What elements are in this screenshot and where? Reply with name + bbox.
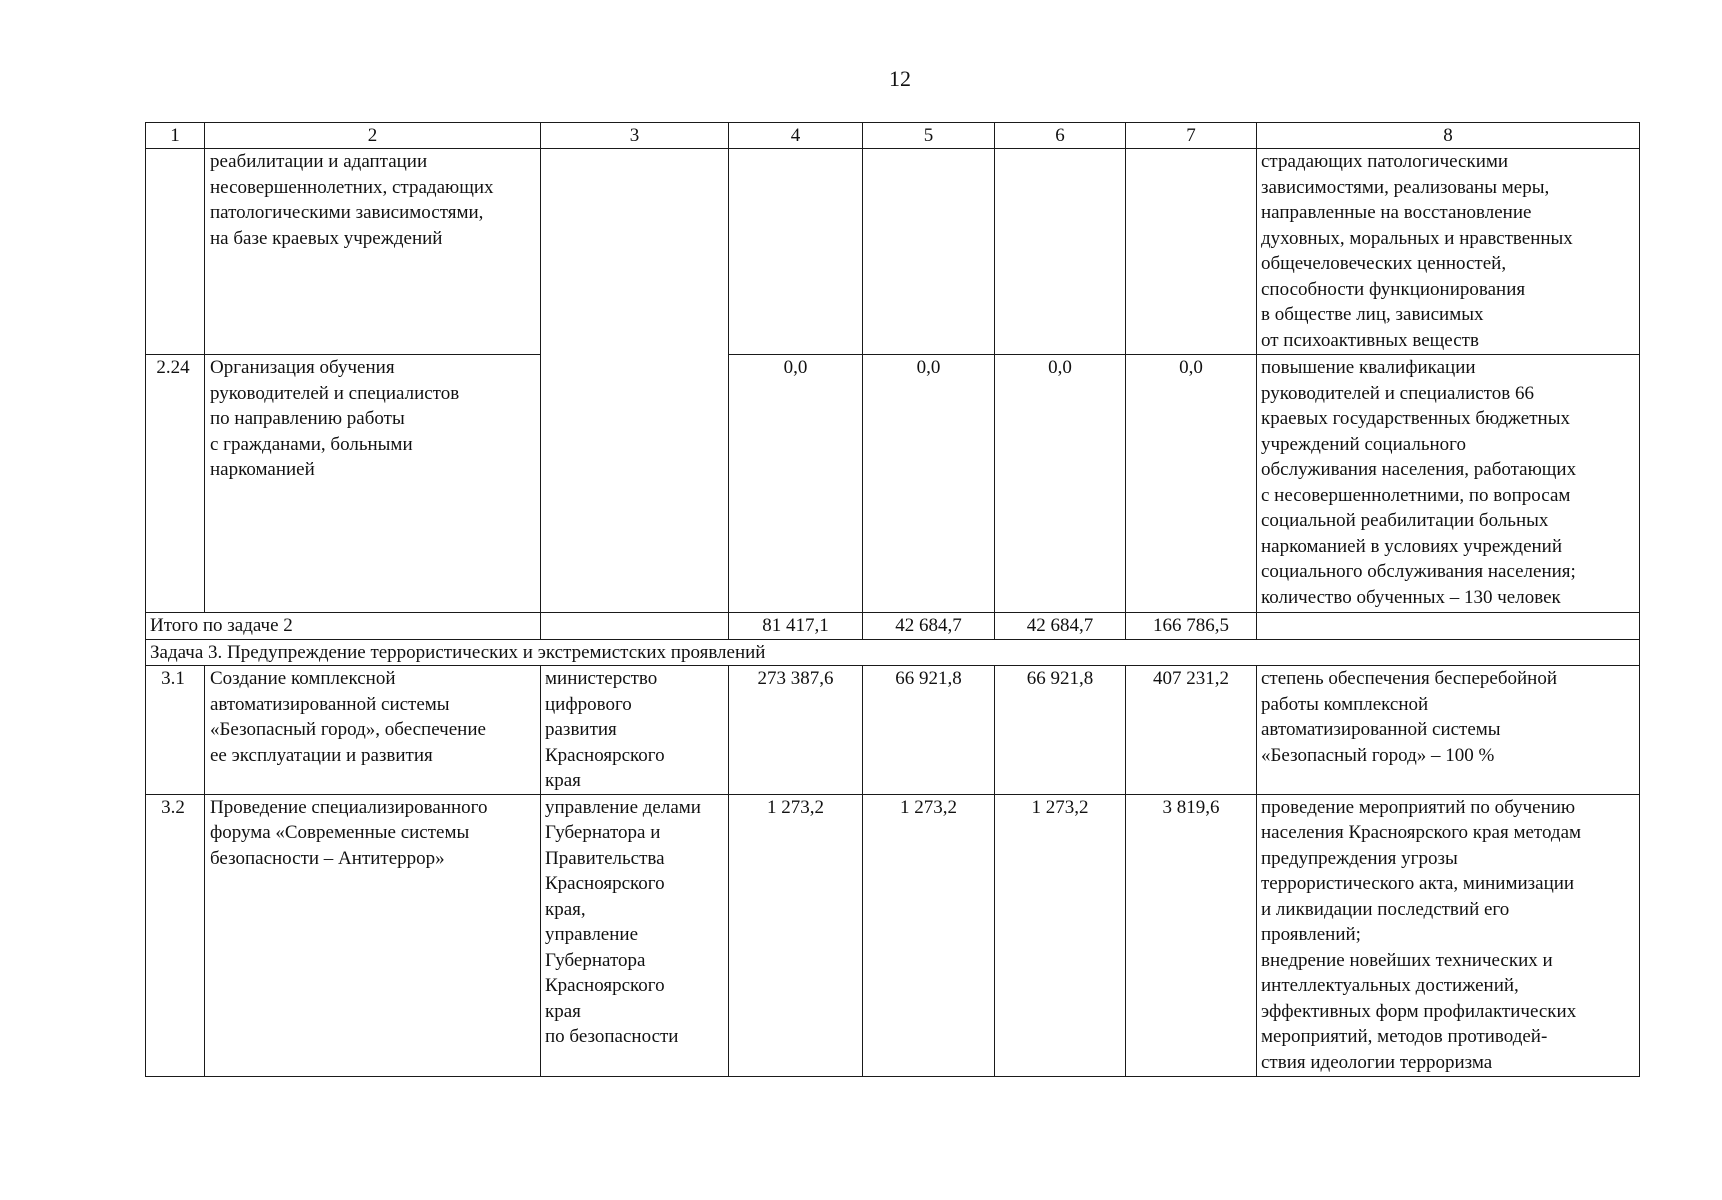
cell-line: руководителей и специалистов: [210, 382, 460, 404]
value-cell: 66 921,8: [995, 666, 1126, 795]
row-number-cell: 3.1: [146, 666, 205, 795]
column-header: 1: [146, 123, 205, 149]
column-header: 5: [863, 123, 995, 149]
cell-line: проведение мероприятий по обучению: [1261, 796, 1576, 818]
cell-line: учреждений социального: [1261, 433, 1466, 455]
cell-line: социальной реабилитации больных: [1261, 510, 1549, 531]
cell-line: краевых государственных бюджетных: [1261, 408, 1570, 429]
result-cell: [1257, 666, 1640, 795]
cell-line: Организация обучения: [210, 357, 395, 378]
value-cell: 0,0: [863, 355, 995, 613]
table-row-2-24: [146, 355, 1640, 613]
value-cell: 81 417,1: [729, 613, 863, 640]
measure-name-cell: [205, 666, 541, 795]
value-cell: 42 684,7: [863, 613, 995, 640]
cell-line: края: [545, 1000, 581, 1022]
executor-cell: [541, 613, 729, 640]
column-number-row: [146, 123, 1640, 149]
table-row-continuation: [146, 149, 1640, 355]
column-header: 7: [1126, 123, 1257, 149]
cell-line: социального обслуживания населения;: [1261, 561, 1576, 582]
cell-line: развития: [545, 719, 617, 740]
cell-line: безопасности – Антитеррор»: [210, 847, 445, 869]
cell-line: ее эксплуатации и развития: [210, 744, 433, 766]
value-cell: [729, 149, 863, 355]
measure-name-cell: [205, 794, 541, 1076]
measure-name-cell: [205, 149, 541, 355]
value-cell: 0,0: [729, 355, 863, 613]
cell-line: «Безопасный город» – 100 %: [1261, 744, 1495, 766]
cell-line: Красноярского: [545, 975, 665, 996]
row-number-cell: [146, 149, 205, 355]
value-cell: [863, 149, 995, 355]
table-row-3-2: [146, 794, 1640, 1076]
table-row-total-task-2: [146, 613, 1640, 640]
cell-line: проявлений;: [1261, 924, 1361, 945]
cell-line: управление делами: [545, 796, 701, 818]
cell-line: Губернатора и: [545, 822, 661, 843]
cell-line: министерство: [545, 668, 658, 689]
result-cell: [1257, 794, 1640, 1076]
value-cell: [1126, 149, 1257, 355]
cell-line: по безопасности: [545, 1026, 679, 1047]
value-cell: 66 921,8: [863, 666, 995, 795]
cell-line: Проведение специализированного: [210, 796, 488, 818]
cell-line: «Безопасный город», обеспечение: [210, 719, 486, 740]
cell-line: края,: [545, 898, 586, 920]
value-cell: 3 819,6: [1126, 794, 1257, 1076]
cell-line: управление: [545, 924, 639, 945]
program-table: [145, 122, 1640, 1077]
cell-line: количество обученных – 130 человек: [1261, 586, 1561, 608]
column-header: 6: [995, 123, 1126, 149]
cell-line: форума «Современные системы: [210, 822, 470, 843]
value-cell: 0,0: [1126, 355, 1257, 613]
cell-line: края: [545, 770, 581, 791]
column-header: 2: [205, 123, 541, 149]
cell-line: наркоманией: [210, 459, 315, 480]
value-cell: [995, 149, 1126, 355]
cell-line: предупреждения угрозы: [1261, 847, 1458, 869]
cell-line: с несовершеннолетними, по вопросам: [1261, 484, 1571, 506]
cell-line: ствия идеологии терроризма: [1261, 1051, 1493, 1073]
value-cell: 407 231,2: [1126, 666, 1257, 795]
cell-line: и ликвидации последствий его: [1261, 898, 1510, 920]
column-header: 4: [729, 123, 863, 149]
cell-line: степень обеспечения бесперебойной: [1261, 668, 1558, 689]
value-cell: 1 273,2: [863, 794, 995, 1076]
cell-line: Красноярского: [545, 744, 665, 766]
cell-line: Губернатора: [545, 949, 646, 971]
table-row-3-1: [146, 666, 1640, 795]
cell-line: духовных, моральных и нравственных: [1261, 227, 1573, 249]
cell-line: работы комплексной: [1261, 693, 1429, 715]
cell-line: внедрение новейших технических и: [1261, 949, 1553, 971]
value-cell: 273 387,6: [729, 666, 863, 795]
executor-cell: [541, 794, 729, 1076]
cell-line: страдающих патологическими: [1261, 151, 1509, 172]
cell-line: способности функционирования: [1261, 278, 1526, 300]
cell-line: повышение квалификации: [1261, 357, 1476, 378]
cell-line: на базе краевых учреждений: [210, 227, 443, 249]
cell-line: по направлению работы: [210, 408, 405, 429]
cell-line: руководителей и специалистов 66: [1261, 382, 1534, 404]
value-cell: 1 273,2: [995, 794, 1126, 1076]
task-heading-cell: Задача 3. Предупреждение террористических и экстремистских проявлений: [146, 639, 1640, 666]
cell-line: Правительства: [545, 847, 665, 869]
total-label-cell: Итого по задаче 2: [146, 613, 541, 640]
cell-line: мероприятий, методов противодей-: [1261, 1026, 1548, 1047]
executor-cell: [541, 666, 729, 795]
cell-line: в обществе лиц, зависимых: [1261, 304, 1484, 325]
cell-line: автоматизированной системы: [1261, 719, 1501, 740]
result-cell: [1257, 355, 1640, 613]
measure-name-cell: [205, 355, 541, 613]
value-cell: 166 786,5: [1126, 613, 1257, 640]
column-header: 8: [1257, 123, 1640, 149]
executor-cell: [541, 149, 729, 613]
cell-line: направленные на восстановление: [1261, 202, 1532, 223]
cell-line: зависимостями, реализованы меры,: [1261, 176, 1550, 198]
cell-line: интеллектуальных достижений,: [1261, 975, 1519, 996]
table-row-task-3-heading: [146, 639, 1640, 666]
cell-line: эффективных форм профилактических: [1261, 1000, 1577, 1022]
value-cell: 42 684,7: [995, 613, 1126, 640]
cell-line: от психоактивных веществ: [1261, 329, 1479, 351]
row-number-cell: 3.2: [146, 794, 205, 1076]
cell-line: реабилитации и адаптации: [210, 151, 428, 172]
cell-line: наркоманией в условиях учреждений: [1261, 535, 1563, 557]
page-number: 12: [889, 66, 911, 91]
cell-line: патологическими зависимостями,: [210, 202, 484, 223]
cell-line: цифрового: [545, 693, 632, 715]
cell-line: обслуживания населения, работающих: [1261, 459, 1577, 480]
result-cell: [1257, 149, 1640, 355]
cell-line: террористического акта, минимизации: [1261, 873, 1575, 894]
column-header: 3: [541, 123, 729, 149]
cell-line: несовершеннолетних, страдающих: [210, 176, 494, 198]
cell-line: общечеловеческих ценностей,: [1261, 253, 1507, 274]
cell-line: населения Красноярского края методам: [1261, 822, 1582, 843]
cell-line: Создание комплексной: [210, 668, 396, 689]
value-cell: 1 273,2: [729, 794, 863, 1076]
value-cell: 0,0: [995, 355, 1126, 613]
cell-line: автоматизированной системы: [210, 693, 450, 715]
cell-line: Красноярского: [545, 873, 665, 894]
result-cell: [1257, 613, 1640, 640]
cell-line: с гражданами, больными: [210, 433, 413, 455]
row-number-cell: 2.24: [146, 355, 205, 613]
